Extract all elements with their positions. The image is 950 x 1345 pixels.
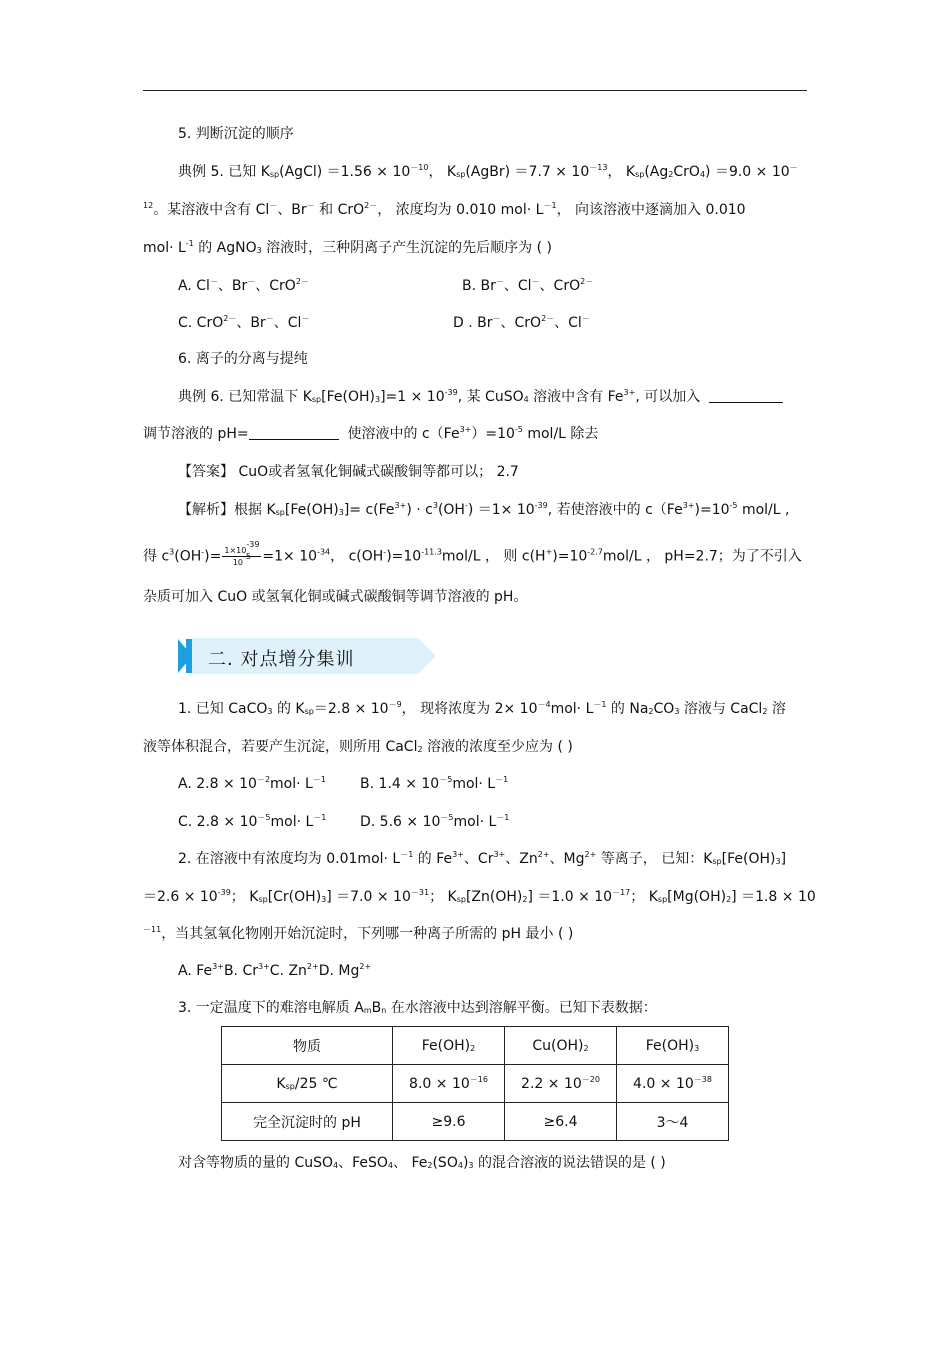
fraction: $\frac{1\times 10^{-39}}{10^{-5}}$: [224, 540, 260, 567]
table-row: [222, 1103, 729, 1141]
question-2-line-3: $^{-11}$，当其氢氧化物刚开始沉淀时，下列哪一种离子所需的 pH 最小 ( ): [143, 925, 574, 942]
table-cell: ≥9.6: [393, 1103, 505, 1141]
question-2-options: A. $Fe^{3+}B$. $Cr^{3+}C$. $Zn^{2+}D$. $Mg^{2+}$: [178, 962, 372, 979]
table-cell: $K_{sp}/25$ ℃: [222, 1065, 393, 1103]
solubility-table: [221, 1026, 729, 1141]
example-6-line-2: 调节溶液的 pH= 使溶液中的 $c(Fe^{3+})=10^{-5}$ mol/L 除去: [143, 425, 599, 442]
question-2-line-2: $=2.6 \times 10^{-39}$； $K_{sp}[Cr(OH)_3] =7.0 \times 10^{-31}$； $K_{sp}[Zn(OH)_2] =1.0 \times 10^{-17}$； $K_{sp}[Mg(OH)_2] =1.8 \times 10$: [143, 888, 816, 905]
question-3-line-2: 对含等物质的量的 CuSO$_4$、FeSO$_4$、 $Fe_2(SO_4)_3$ 的混合溶液的说法错误的是 ( ): [178, 1155, 666, 1171]
table-header-cell: 物质: [222, 1027, 393, 1065]
section-5-title: 5. 判断沉淀的顺序: [178, 126, 294, 142]
example-5-option-c: C. CrO$^{2-}$、Br－、Cl－: [178, 314, 310, 331]
example-5-line-3: $mol\cdot L^{-1}$ 的 AgNO$_3$ 溶液时，三种阴离子产生沉淀的先后顺序为 ( ): [143, 239, 553, 256]
table-cell: 完全沉淀时的 pH: [222, 1103, 393, 1141]
table-header-cell: $Fe(OH)_2$: [393, 1027, 505, 1065]
table-row: [222, 1027, 729, 1065]
header-rule: [143, 90, 807, 91]
example-6-answer: 【答案】 CuO或者氢氧化铜碱式碳酸铜等都可以； 2.7: [178, 464, 519, 480]
example-6-analysis-line-2: 得 $c^3(OH^-)=$ $\frac{1\times 10^{-39}}{10^{-5}}$ $=1\times 10^{-34}$， $c(OH^-)=10^{-11.3}mol/L$ ， 则 $c(H^+)=10^{-2.7}mol/L$ ， pH=2.7；为了不引入: [143, 540, 802, 567]
table-cell: $4.0 \times 10^{-38}$: [617, 1065, 729, 1103]
answer-blank-2: [249, 425, 339, 440]
section-6-title: 6. 离子的分离与提纯: [178, 351, 308, 367]
example-5-option-b: B. Br－、Cl－、CrO$^{2-}$: [462, 277, 594, 294]
question-1-option-b: B. $1.4 \times 10^{-5}mol\cdot L^{-1}$: [360, 775, 509, 792]
table-cell: 3～4: [617, 1103, 729, 1141]
example-6-analysis-line-1: 【解析】根据 $K_{sp}[Fe(OH)_3]= c(Fe^{3+}) \cdot c^3(OH^-) =1\times 10^{-39}$, 若使溶液中的 $c(Fe^{3+})=10^{-5}$ mol/L ,: [178, 501, 790, 518]
example-5-option-d: D . Br－、CrO$^{2-}$、Cl－: [453, 314, 590, 331]
answer-blank-1: [709, 388, 783, 403]
table-cell: $8.0 \times 10^{-16}$: [393, 1065, 505, 1103]
table-row: [222, 1065, 729, 1103]
question-1-line-2: 液等体积混合，若要产生沉淀，则所用 CaCl$_2$ 溶液的浓度至少应为 ( ): [143, 739, 573, 755]
question-1-line-1: 1. 已知 CaCO$_3$ 的 $K_{sp}=2.8 \times 10^{-9}$， 现将浓度为 $2\times 10^{-4}mol\cdot L^{-1}$ 的 $Na_2CO_3$ 溶液与 CaCl$_2$ 溶: [178, 700, 786, 717]
question-2-line-1: 2. 在溶液中有浓度均为 $0.01mol\cdot L^{-1}$ 的 $Fe^{3+}$、$Cr^{3+}$、$Zn^{2+}$、$Mg^{2+}$ 等离子， 已知：$K_{sp}[Fe(OH)_3]$: [178, 850, 787, 867]
table-header-cell: $Fe(OH)_3$: [617, 1027, 729, 1065]
table-header-cell: $Cu(OH)_2$: [505, 1027, 617, 1065]
example-5-line-2: $^{12}$。某溶液中含有 Cl－、Br－ 和 CrO$^{2-}$， 浓度均为 0.010 $mol\cdot L^{-1}$， 向该溶液中逐滴加入 0.010: [143, 201, 746, 218]
question-3-line-1: 3. 一定温度下的难溶电解质 $A_mB_n$ 在水溶液中达到溶解平衡。已知下表数据：: [178, 1000, 657, 1016]
question-1-option-a: A. $2.8 \times 10^{-2}mol\cdot L^{-1}$: [178, 775, 326, 792]
example-5-line-1: 典例 5. 已知 $K_{sp}(AgCl) =1.56 \times 10^{-10}$， $K_{sp}(AgBr) =7.7 \times 10^{-13}$， $K_{sp}(Ag_2CrO_4) =9.0 \times 10^-$: [178, 163, 798, 180]
question-1-option-c: C. $2.8 \times 10^{-5}mol\cdot L^{-1}$: [178, 813, 327, 830]
table-cell: ≥6.4: [505, 1103, 617, 1141]
example-6-analysis-line-3: 杂质可加入 CuO 或氢氧化铜或碱式碳酸铜等调节溶液的 pH。: [143, 589, 528, 605]
section-banner: [178, 637, 438, 675]
example-5-option-a: A. Cl－、Br－、CrO$^{2-}$: [178, 277, 309, 294]
banner-label: 二. 对点增分集训: [208, 649, 355, 670]
table-cell: $2.2 \times 10^{-20}$: [505, 1065, 617, 1103]
example-6-line-1: 典例 6. 已知常温下 $K_{sp}[Fe(OH)_3]=1 \times 10^{-39}$, 某 CuSO$_4$ 溶液中含有 $Fe^{3+}$, 可以加入: [178, 387, 783, 407]
question-1-option-d: D. $5.6 \times 10^{-5}mol\cdot L^{-1}$: [360, 813, 510, 830]
